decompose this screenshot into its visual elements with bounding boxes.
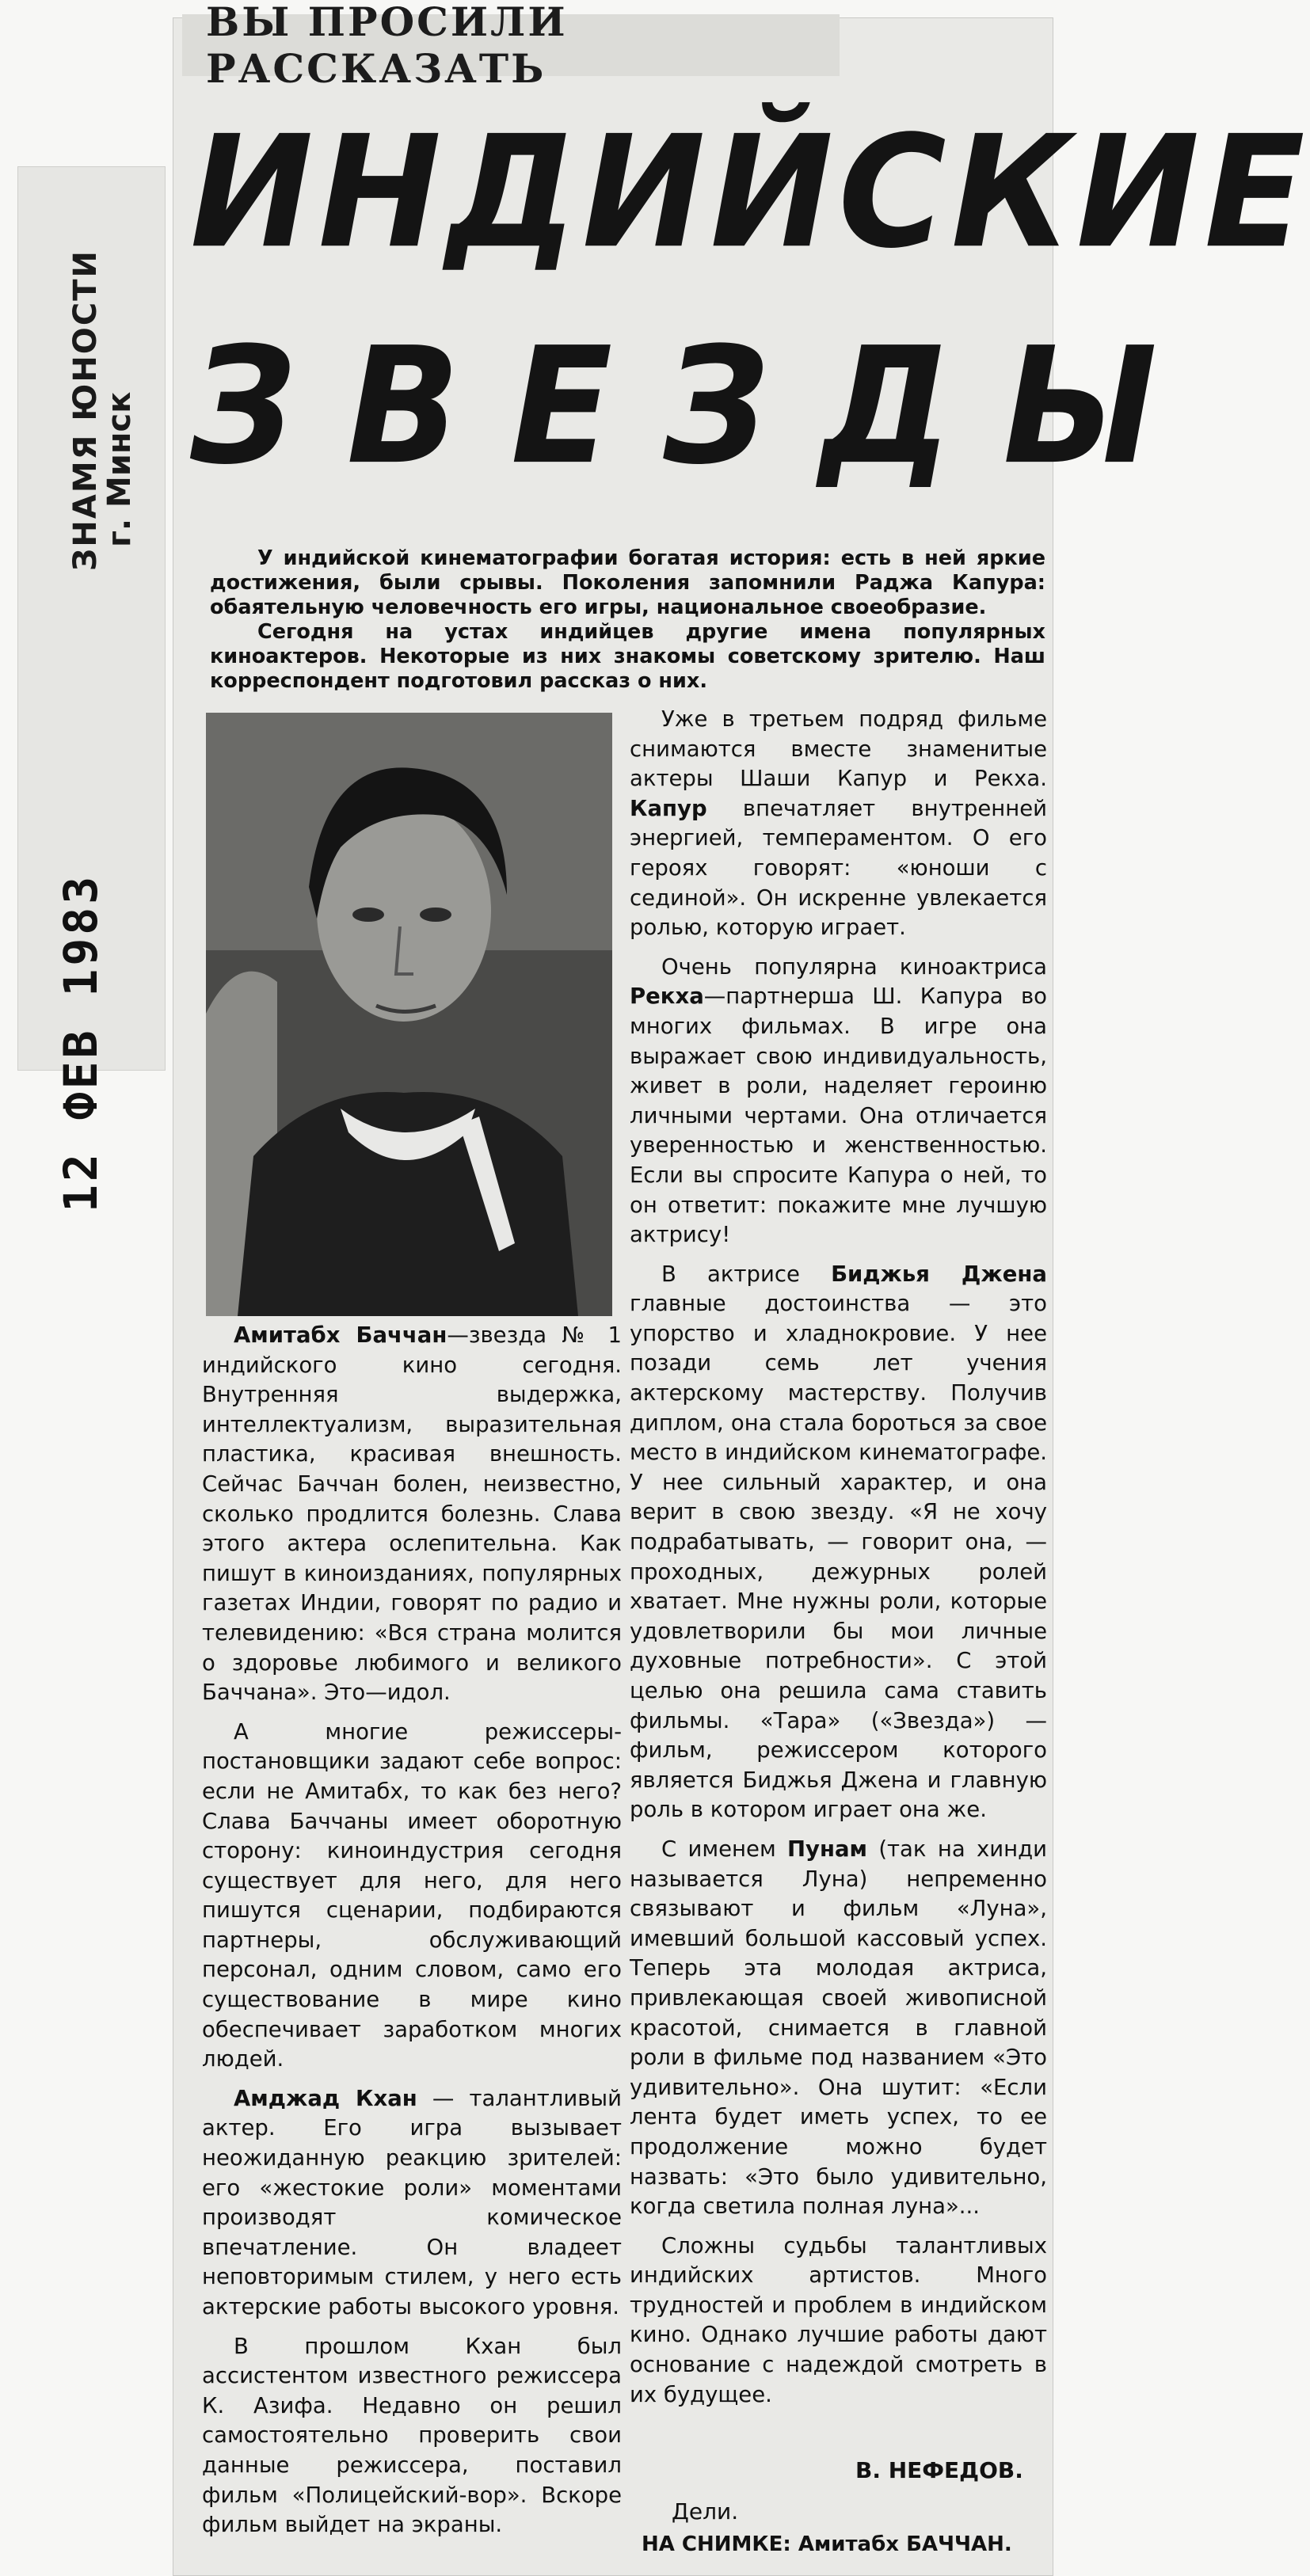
actor-name-rekha: Рекха — [630, 984, 704, 1010]
actor-name-punam: Пунам — [787, 1836, 867, 1862]
article-column-left — [202, 1321, 622, 2550]
stamp-city: г. Минск — [101, 391, 138, 547]
article-lead — [210, 546, 1045, 694]
caption-label: НА СНИМКЕ: — [642, 2532, 791, 2556]
paragraph-text: В актрисе — [661, 1261, 832, 1287]
paragraph-khan — [202, 2084, 622, 2323]
stamp-date: 12 ФЕВ 1983 — [54, 873, 108, 1212]
paragraph-bachchan — [202, 1321, 622, 1708]
lead-paragraph-1: У индийской кинематографии богатая история: есть в ней яркие достижения, были срывы. Поколения запомнили Раджа Капура: обаятельную человечность его игры, национальное своеобразие. — [210, 546, 1045, 619]
portrait-photo-icon — [206, 713, 612, 1316]
paragraph-jena — [630, 1260, 1047, 1825]
paragraph-punam — [630, 1835, 1047, 2222]
actor-name-khan: Амджад Кхан — [234, 2085, 417, 2111]
actor-name-kapoor: Капур — [630, 795, 707, 821]
stamp-newspaper-name: ЗНАМЯ ЮНОСТИ — [67, 249, 104, 571]
article-column-right — [630, 705, 1047, 2419]
paragraph-text: впечатляет внутренней энергией, темпераментом. О его героях говорят: «юноши с сединой». Он искренне увлекается ролью, которую играет. — [630, 795, 1047, 941]
paragraph-kapoor — [630, 705, 1047, 943]
paragraph-conclusion: Сложны судьбы талантливых индийских артистов. Много трудностей и проблем в индийском кино. Однако лучшие работы дают основание с надеждой смотреть в их будущее. — [630, 2232, 1047, 2407]
actor-name-bachchan: Амитабх Баччан — [234, 1322, 447, 1348]
paragraph-text: (так на хинди называется Луна) непременно связывают и фильм «Луна», имевший большой кассовый успех. Теперь эта молодая актриса, привлекающая своей живописной красотой, снимается в главной роли в фильме под названием «Это удивительно». Она шутит: «Если лента будет иметь успех, то ее продолжение можно будет назвать: «Это было удивительно, когда светила полная луна»... — [630, 1836, 1047, 2220]
paragraph-text: С именем — [661, 1836, 788, 1862]
photo-caption — [642, 2532, 1012, 2556]
actor-name-jena: Биджья Джена — [831, 1261, 1047, 1287]
paragraph-directors: А многие режиссеры-постановщики задают себе вопрос: если не Амитабх, то как без него? Слава Баччаны имеет оборотную сторону: киноиндустрия сегодня существует для него, для него пишутся сценарии, подбираются партнеры, обслуживающий персонал, одним словом, само его существование в мире кино обеспечивает заработком многих людей. — [202, 1718, 622, 2072]
paragraph-text: — талантливый актер. Его игра вызывает неожиданную реакцию зрителей: его «жестокие роли» моментами производят комическое впечатление. Он владеет неповторимым стилем, у него есть актерские работы высокого уровня. — [202, 2085, 622, 2319]
rubric-label: ВЫ ПРОСИЛИ РАССКАЗАТЬ — [182, 14, 840, 76]
paragraph-rekha — [630, 953, 1047, 1250]
archive-stamp — [17, 166, 166, 1212]
paragraph-text: главные достоинства — это упорство и хладнокровие. У нее позади семь лет учения актерскому мастерству. Получив диплом, она стала бороться за свое место в индийском кинематографе. У нее сильный характер, и она верит в свою звезду. «Я не хочу подрабатывать, — говорит она, — проходных, дежурных ролей хватает. Мне нужны роли, которые удовлетворили бы мои личные духовные потребности». С этой целью она решила сама ставить фильмы. «Тара» («Звезда») — фильм, режиссером которого является Биджья Джена и главную роль в котором играет она же. — [630, 1291, 1047, 1823]
dateline: Дели. — [672, 2498, 739, 2525]
portrait-photo — [206, 713, 612, 1316]
headline-line-1: ИНДИЙСКИЕ — [190, 101, 1310, 283]
paragraph-text: —партнерша Ш. Капура во многих фильмах. В игре она выражает свою индивидуальность, живет в роли, наделяет героиню личными чертами. Она отличается уверенностью и женственностью. Если вы спросите Капура о ней, то он ответит: покажите мне лучшую актрису! — [630, 984, 1047, 1248]
headline-line-2: ЗВЕЗДЫ — [190, 313, 1209, 500]
caption-text: Амитабх БАЧЧАН. — [790, 2532, 1012, 2556]
paragraph-text: Уже в третьем подряд фильме снимаются вместе знаменитые актеры Шаши Капур и Рекха. — [630, 706, 1047, 792]
paragraph-khan-director: В прошлом Кхан был ассистентом известного режиссера К. Азифа. Недавно он решил самостоятельно проверить свои данные режиссера, поставил фильм «Полицейский-вор». Вскоре фильм выйдет на экраны. — [202, 2333, 622, 2538]
paragraph-text: Очень популярна киноактриса — [661, 953, 1047, 980]
author-signature: В. НЕФЕДОВ. — [855, 2457, 1023, 2483]
lead-paragraph-2: Сегодня на устах индийцев другие имена популярных киноактеров. Некоторые из них знакомы советскому зрителю. Наш корреспондент подготовил рассказ о них. — [210, 620, 1045, 693]
paragraph-text: —звезда № 1 индийского кино сегодня. Внутренняя выдержка, интеллектуализм, выразительная пластика, красивая внешность. Сейчас Баччан болен, неизвестно, сколько продлится болезнь. Слава этого актера ослепительна. Как пишут в киноизданиях, популярных газетах Индии, говорят по радио и телевидению: «Вся страна молится о здоровье любимого и великого Баччана». Это—идол. — [202, 1322, 622, 1706]
